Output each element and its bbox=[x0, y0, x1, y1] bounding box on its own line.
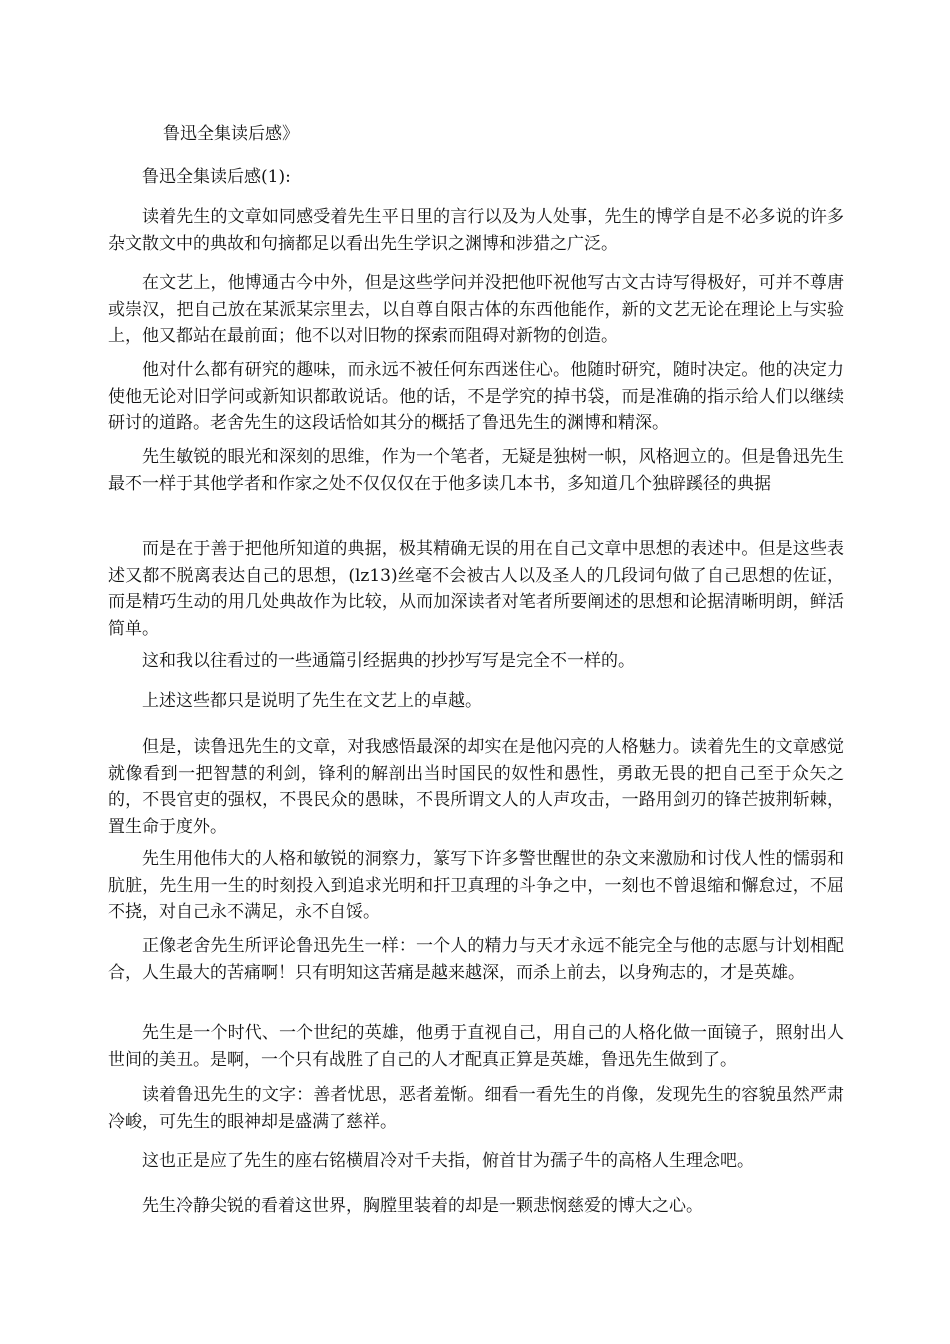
paragraph-6: 这和我以往看过的一些通篇引经据典的抄抄写写是完全不一样的。 bbox=[142, 651, 635, 671]
paragraph-1: 读着先生的文章如同感受着先生平日里的言行以及为人处事，先生的博学自是不必多说的许多杂文散文中的典故和句摘都足以看出先生学识之渊博和涉猎之广泛。 bbox=[108, 207, 844, 254]
paragraph-14: 先生冷静尖锐的看着这世界，胸膛里装着的却是一颗悲悯慈爱的博大之心。 bbox=[142, 1196, 703, 1216]
paragraph-3: 他对什么都有研究的趣味，而永远不被任何东西迷住心。他随时研究，随时决定。他的决定力使他无论对旧学问或新知识都敢说话。他的话，不是学究的掉书袋，而是准确的指示给人们以继续研讨的道路。老舍先生的这段话恰如其分的概括了鲁迅先生的渊博和精深。 bbox=[108, 360, 844, 433]
paragraph-12: 读着鲁迅先生的文字：善者忧思，恶者羞惭。细看一看先生的肖像，发现先生的容貌虽然严肃冷峻，可先生的眼神却是盛满了慈祥。 bbox=[108, 1085, 844, 1132]
paragraph-10: 正像老舍先生所评论鲁迅先生一样：一个人的精力与天才永远不能完全与他的志愿与计划相配合，人生最大的苦痛啊！只有明知这苦痛是越来越深，而杀上前去，以身殉志的，才是英雄。 bbox=[108, 936, 844, 983]
paragraph-9: 先生用他伟大的人格和敏锐的洞察力，篆写下许多警世醒世的杂文来激励和讨伐人性的懦弱和肮脏，先生用一生的时刻投入到追求光明和扞卫真理的斗争之中，一刻也不曾退缩和懈怠过，不屈不挠，对自己永不满足，永不自馁。 bbox=[108, 849, 844, 922]
paragraph-5: 而是在于善于把他所知道的典据，极其精确无误的用在自己文章中思想的表述中。但是这些表述又都不脱离表达自己的思想，(lz13)丝毫不会被古人以及圣人的几段词句做了自己思想的佐证，而是精巧生动的用几处典故作为比较，从而加深读者对笔者所要阐述的思想和论据清晰明朗，鲜活简单。 bbox=[108, 539, 844, 639]
paragraph-7: 上述这些都只是说明了先生在文艺上的卓越。 bbox=[142, 691, 482, 711]
paragraph-2: 在文艺上，他博通古今中外，但是这些学问并没把他吓祝他写古文古诗写得极好，可并不尊唐或崇汉，把自己放在某派某宗里去，以自尊自限古体的东西他能作，新的文艺无论在理论上与实验上，他又都站在最前面；他不以对旧物的探索而阻碍对新物的创造。 bbox=[108, 273, 844, 346]
document-title: 鲁迅全集读后感》 bbox=[163, 124, 299, 144]
paragraph-8: 但是，读鲁迅先生的文章，对我感悟最深的却实在是他闪亮的人格魅力。读着先生的文章感觉就像看到一把智慧的利剑，锋利的解剖出当时国民的奴性和愚性，勇敢无畏的把自己至于众矢之的，不畏官吏的强权，不畏民众的愚昧，不畏所谓文人的人声攻击，一路用剑刃的锋芒披荆斩棘，置生命于度外。 bbox=[108, 737, 844, 837]
subtitle-paragraph: 鲁迅全集读后感(1): bbox=[142, 167, 291, 187]
paragraph-11: 先生是一个时代、一个世纪的英雄，他勇于直视自己，用自己的人格化做一面镜子，照射出人世间的美丑。是啊，一个只有战胜了自己的人才配真正算是英雄，鲁迅先生做到了。 bbox=[108, 1023, 844, 1070]
paragraph-4: 先生敏锐的眼光和深刻的思维，作为一个笔者，无疑是独树一帜，风格迥立的。但是鲁迅先生最不一样于其他学者和作家之处不仅仅仅在于他多读几本书，多知道几个独辟蹊径的典据 bbox=[108, 447, 844, 494]
paragraph-13: 这也正是应了先生的座右铭横眉冷对千夫指，俯首甘为孺子牛的高格人生理念吧。 bbox=[142, 1151, 754, 1171]
